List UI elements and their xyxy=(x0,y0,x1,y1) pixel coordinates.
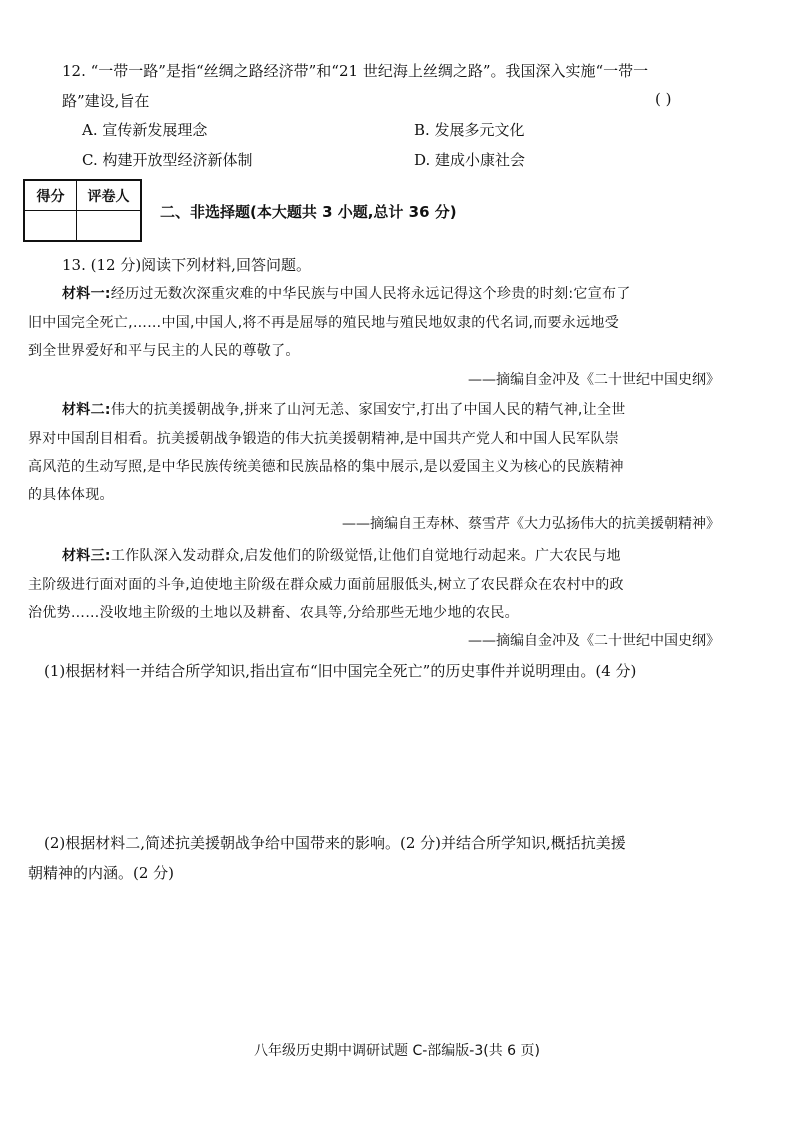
material2-text1: 伟大的抗美援朝战争,拼来了山河无恙、家国安宁,打出了中国人民的精气神,让全世 xyxy=(110,402,626,418)
material3-line3: 治优势……没收地主阶级的土地以及耕畜、农具等,分给那些无地少地的农民。 xyxy=(28,605,519,621)
material3-text1: 工作队深入发动群众,启发他们的阶级觉悟,让他们自觉地行动起来。广大农民与地 xyxy=(110,548,621,564)
material2-label: 材料二: xyxy=(62,402,111,418)
grader-label: 评卷人 xyxy=(87,188,130,205)
q12-stem-line1: 12. “一带一路”是指“丝绸之路经济带”和“21 世纪海上丝绸之路”。我国深入实施“一带一 xyxy=(62,62,649,80)
material1-line3: 到全世界爱好和平与民主的人民的尊敬了。 xyxy=(28,343,300,359)
q13-sub1: (1)根据材料一并结合所学知识,指出宣布“旧中国完全死亡”的历史事件并说明理由。(4 分) xyxy=(44,662,637,680)
material1-line2: 旧中国完全死亡,……中国,中国人,将不再是屈辱的殖民地与殖民地奴隶的代名词,而要永远地受 xyxy=(28,315,619,331)
table-divider-horizontal xyxy=(25,210,140,211)
section-title: 二、非选择题(本大题共 3 小题,总计 36 分) xyxy=(160,203,457,221)
page-footer: 八年级历史期中调研试题 C-部编版-3(共 6 页) xyxy=(254,1043,540,1059)
material1-text1: 经历过无数次深重灾难的中华民族与中国人民将永远记得这个珍贵的时刻:它宣布了 xyxy=(110,286,631,302)
material2-line4: 的具体体现。 xyxy=(28,487,114,503)
material2-line3: 高风范的生动写照,是中华民族传统美德和民族品格的集中展示,是以爱国主义为核心的民族精神 xyxy=(28,459,624,475)
material1-source: ——摘编自金冲及《二十世纪中国史纲》 xyxy=(468,372,720,388)
material1-label: 材料一: xyxy=(62,286,111,302)
score-label: 得分 xyxy=(36,188,65,205)
material2-line2: 界对中国刮目相看。抗美援朝战争锻造的伟大抗美援朝精神,是中国共产党人和中国人民军队崇 xyxy=(28,431,620,447)
material3-line1 xyxy=(62,545,621,565)
q12-option-b: B. 发展多元文化 xyxy=(414,121,525,139)
q12-option-d: D. 建成小康社会 xyxy=(414,151,526,169)
q12-answer-parenthesis: ( ) xyxy=(655,90,672,108)
score-table xyxy=(23,179,142,242)
material3-source: ——摘编自金冲及《二十世纪中国史纲》 xyxy=(468,633,720,649)
material1-line1 xyxy=(62,283,631,303)
material2-source: ——摘编自王寿林、蔡雪芹《大力弘扬伟大的抗美援朝精神》 xyxy=(342,516,720,532)
q13-sub2-line1: (2)根据材料二,简述抗美援朝战争给中国带来的影响。(2 分)并结合所学知识,概括抗美援 xyxy=(44,834,626,852)
q12-option-c: C. 构建开放型经济新体制 xyxy=(82,151,253,169)
material3-line2: 主阶级进行面对面的斗争,迫使地主阶级在群众威力面前屈服低头,树立了农民群众在农村中的政 xyxy=(28,577,624,593)
q13-sub2-line2: 朝精神的内涵。(2 分) xyxy=(28,864,175,882)
material3-label: 材料三: xyxy=(62,548,111,564)
q13-stem: 13. (12 分)阅读下列材料,回答问题。 xyxy=(62,256,311,274)
q12-stem-line2: 路”建设,旨在 xyxy=(62,92,150,110)
material2-line1 xyxy=(62,399,626,419)
q12-option-a: A. 宣传新发展理念 xyxy=(82,121,208,139)
